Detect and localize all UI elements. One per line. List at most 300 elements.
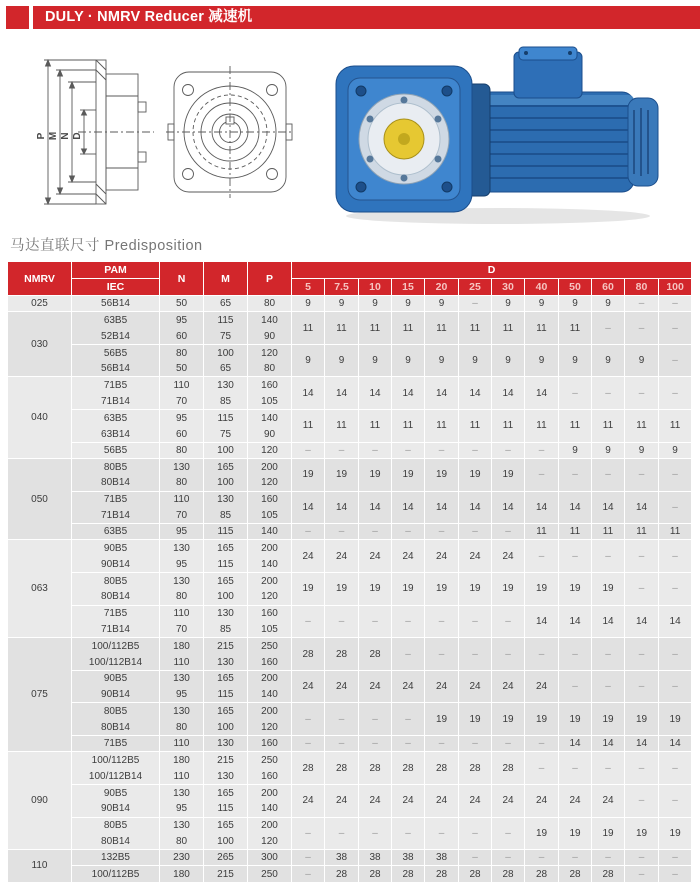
d-value-cell-20: 19 [425,703,459,736]
product-photo [328,40,672,230]
p-value-cell: 105 [248,622,292,638]
d-value-cell-5: 14 [292,377,325,410]
d-value-cell-80: – [625,752,659,785]
d-value-cell-5: – [292,818,325,851]
d-value-cell-5: – [292,850,325,866]
d-value-cell-7.5: – [325,736,359,752]
d-value-cell-30: 19 [492,573,525,606]
n-value-cell: 180 [160,752,204,768]
p-value-cell: 200 [248,785,292,801]
d-value-cell-15: 11 [392,410,425,443]
d-value-cell-80: 14 [625,492,659,525]
d-value-cell-50: 11 [559,410,592,443]
d-value-cell-30: 14 [492,492,525,525]
d-value-cell-25: 24 [459,671,492,704]
m-value-cell: 115 [204,524,248,540]
pam-cell: 71B5 [72,377,160,393]
d-value-cell-40: 19 [525,703,559,736]
d-value-cell-60: 19 [592,703,625,736]
table-row [8,850,692,866]
d-value-cell-10: 19 [359,573,392,606]
n-value-cell: 130 [160,540,204,556]
d-value-cell-5: 11 [292,312,325,345]
d-value-cell-30: 9 [492,345,525,378]
d-value-cell-50: – [559,459,592,492]
table-row [8,703,692,719]
d-value-cell-30: – [492,443,525,459]
d-value-cell-100: 11 [659,410,692,443]
d-value-cell-100: 9 [659,443,692,459]
d-value-cell-20: 19 [425,573,459,606]
m-value-cell: 165 [204,818,248,834]
d-value-cell-80: – [625,785,659,818]
d-value-cell-10: 28 [359,752,392,785]
d-value-cell-60: 11 [592,524,625,540]
d-value-cell-10: 14 [359,377,392,410]
pam-cell: 90B5 [72,540,160,556]
m-value-cell: 85 [204,394,248,410]
n-value-cell: 130 [160,671,204,687]
nmrv-cell: 040 [8,377,72,458]
d-value-cell-100: – [659,850,692,866]
d-value-cell-25: 14 [459,492,492,525]
table-row [8,459,692,475]
d-value-cell-30: 19 [492,459,525,492]
d-value-cell-40: 11 [525,410,559,443]
d-value-cell-7.5: – [325,524,359,540]
d-value-cell-25: 19 [459,703,492,736]
pam-cell: 63B5 [72,410,160,426]
d-value-cell-25: 28 [459,752,492,785]
m-value-cell: 165 [204,459,248,475]
col-header-d-5: 5 [292,279,325,296]
d-value-cell-20: 19 [425,459,459,492]
d-value-cell-80: – [625,866,659,882]
pam-cell: 80B5 [72,573,160,589]
d-value-cell-40: 14 [525,377,559,410]
n-value-cell: 50 [160,361,204,377]
d-value-cell-50: 28 [559,866,592,882]
d-value-cell-25: – [459,638,492,671]
d-value-cell-30: 28 [492,752,525,785]
d-value-cell-40: 19 [525,818,559,851]
d-value-cell-5: – [292,606,325,639]
d-value-cell-100: 11 [659,524,692,540]
pam-cell: 52B14 [72,329,160,345]
d-value-cell-60: – [592,638,625,671]
d-value-cell-20: 28 [425,752,459,785]
d-value-cell-50: 11 [559,524,592,540]
d-value-cell-7.5: 24 [325,671,359,704]
d-value-cell-7.5: – [325,703,359,736]
p-value-cell: 140 [248,801,292,817]
p-value-cell: 250 [248,866,292,882]
col-header-d-80: 80 [625,279,659,296]
pam-cell: 100/112B14 [72,769,160,785]
m-value-cell: 165 [204,703,248,719]
pam-cell: 132B5 [72,850,160,866]
d-value-cell-7.5: 9 [325,345,359,378]
p-value-cell: 160 [248,492,292,508]
pam-cell: 90B14 [72,557,160,573]
col-header-d-20: 20 [425,279,459,296]
d-value-cell-20: 24 [425,785,459,818]
nmrv-cell: 075 [8,638,72,752]
d-value-cell-5: 14 [292,492,325,525]
m-value-cell: 130 [204,492,248,508]
n-value-cell: 180 [160,638,204,654]
d-value-cell-100: – [659,785,692,818]
p-value-cell: 200 [248,703,292,719]
d-value-cell-20: – [425,638,459,671]
n-value-cell: 80 [160,589,204,605]
d-value-cell-7.5: 24 [325,785,359,818]
d-value-cell-80: – [625,850,659,866]
table-row [8,377,692,393]
dim-label-m: M [48,131,59,141]
d-value-cell-50: 11 [559,312,592,345]
d-value-cell-60: – [592,540,625,573]
d-value-cell-5: 9 [292,345,325,378]
d-value-cell-80: 14 [625,736,659,752]
d-value-cell-50: – [559,850,592,866]
d-value-cell-40: 9 [525,296,559,312]
d-value-cell-25: 9 [459,345,492,378]
d-value-cell-20: 28 [425,866,459,882]
d-value-cell-40: 28 [525,866,559,882]
col-header-d-15: 15 [392,279,425,296]
m-value-cell: 115 [204,557,248,573]
d-value-cell-60: 14 [592,736,625,752]
pam-cell: 56B5 [72,345,160,361]
n-value-cell: 110 [160,736,204,752]
p-value-cell: 140 [248,312,292,328]
d-value-cell-100: 14 [659,606,692,639]
d-value-cell-25: 11 [459,312,492,345]
d-value-cell-7.5: 11 [325,410,359,443]
d-value-cell-40: – [525,850,559,866]
p-value-cell: 160 [248,769,292,785]
d-value-cell-60: – [592,671,625,704]
p-value-cell: 160 [248,377,292,393]
m-value-cell: 130 [204,769,248,785]
d-value-cell-10: – [359,703,392,736]
n-value-cell: 80 [160,834,204,850]
d-value-cell-7.5: 24 [325,540,359,573]
pam-cell: 56B14 [72,296,160,312]
d-value-cell-25: – [459,524,492,540]
d-value-cell-80: – [625,671,659,704]
d-value-cell-50: 24 [559,785,592,818]
d-value-cell-30: – [492,638,525,671]
p-value-cell: 120 [248,834,292,850]
d-value-cell-10: 14 [359,492,392,525]
pam-cell: 71B5 [72,492,160,508]
m-value-cell: 65 [204,296,248,312]
d-value-cell-40: – [525,459,559,492]
d-value-cell-100: – [659,312,692,345]
pam-cell: 100/112B5 [72,752,160,768]
table-row [8,818,692,834]
m-value-cell: 100 [204,443,248,459]
table-header [8,262,692,296]
d-value-cell-25: – [459,606,492,639]
n-value-cell: 180 [160,866,204,882]
d-value-cell-80: – [625,459,659,492]
pam-cell: 71B5 [72,736,160,752]
d-value-cell-25: 28 [459,866,492,882]
n-value-cell: 130 [160,785,204,801]
banner-accent-square [6,6,29,29]
d-value-cell-10: 11 [359,312,392,345]
pam-cell: 90B5 [72,785,160,801]
d-value-cell-60: 24 [592,785,625,818]
col-header-d-50: 50 [559,279,592,296]
d-value-cell-60: 14 [592,492,625,525]
d-value-cell-15: – [392,443,425,459]
p-value-cell: 160 [248,606,292,622]
table-row [8,492,692,508]
d-value-cell-20: – [425,606,459,639]
table-container [8,262,692,883]
m-value-cell: 100 [204,589,248,605]
d-value-cell-30: – [492,850,525,866]
n-value-cell: 50 [160,296,204,312]
m-value-cell: 215 [204,638,248,654]
m-value-cell: 100 [204,834,248,850]
d-value-cell-25: – [459,443,492,459]
d-value-cell-50: 14 [559,606,592,639]
section-subtitle: 马达直联尺寸 Predisposition [10,238,203,254]
m-value-cell: 115 [204,312,248,328]
d-value-cell-10: 9 [359,345,392,378]
d-value-cell-5: 28 [292,638,325,671]
d-value-cell-50: 14 [559,492,592,525]
d-value-cell-100: 19 [659,703,692,736]
m-value-cell: 165 [204,573,248,589]
d-value-cell-20: 11 [425,410,459,443]
d-value-cell-25: – [459,818,492,851]
d-value-cell-5: 24 [292,671,325,704]
pam-cell: 90B5 [72,671,160,687]
p-value-cell: 140 [248,410,292,426]
n-value-cell: 80 [160,720,204,736]
d-value-cell-10: 24 [359,671,392,704]
col-header-d-25: 25 [459,279,492,296]
d-value-cell-80: 11 [625,524,659,540]
d-value-cell-40: – [525,638,559,671]
d-value-cell-25: – [459,736,492,752]
n-value-cell: 95 [160,312,204,328]
n-value-cell: 130 [160,573,204,589]
d-value-cell-10: 9 [359,296,392,312]
d-value-cell-20: – [425,736,459,752]
p-value-cell: 140 [248,557,292,573]
m-value-cell: 165 [204,671,248,687]
d-value-cell-100: – [659,573,692,606]
n-value-cell: 130 [160,703,204,719]
d-value-cell-30: 28 [492,866,525,882]
table-row [8,785,692,801]
p-value-cell: 80 [248,361,292,377]
d-value-cell-40: 14 [525,606,559,639]
d-value-cell-15: 38 [392,850,425,866]
d-value-cell-20: 24 [425,540,459,573]
d-value-cell-100: – [659,671,692,704]
d-value-cell-15: – [392,524,425,540]
d-value-cell-7.5: 11 [325,312,359,345]
table-row [8,866,692,882]
d-value-cell-20: – [425,524,459,540]
d-value-cell-60: 11 [592,410,625,443]
d-value-cell-7.5: 19 [325,573,359,606]
d-value-cell-40: – [525,443,559,459]
d-value-cell-10: 24 [359,785,392,818]
d-value-cell-7.5: 38 [325,850,359,866]
d-value-cell-25: – [459,296,492,312]
d-value-cell-100: – [659,377,692,410]
m-value-cell: 130 [204,377,248,393]
d-value-cell-10: – [359,736,392,752]
dim-label-n: N [60,132,71,140]
p-value-cell: 90 [248,426,292,442]
d-value-cell-15: 14 [392,377,425,410]
d-value-cell-7.5: 14 [325,377,359,410]
p-value-cell: 90 [248,329,292,345]
d-value-cell-15: – [392,606,425,639]
table-row [8,345,692,361]
m-value-cell: 85 [204,508,248,524]
n-value-cell: 60 [160,329,204,345]
m-value-cell: 130 [204,655,248,671]
d-value-cell-40: – [525,752,559,785]
nmrv-cell: 050 [8,459,72,540]
p-value-cell: 120 [248,589,292,605]
d-value-cell-30: 9 [492,296,525,312]
p-value-cell: 200 [248,818,292,834]
d-value-cell-10: – [359,606,392,639]
table-body [8,296,692,883]
d-value-cell-25: 19 [459,573,492,606]
p-value-cell: 250 [248,752,292,768]
d-value-cell-100: – [659,296,692,312]
dim-label-d: D [72,132,83,140]
m-value-cell: 65 [204,361,248,377]
d-value-cell-40: 14 [525,492,559,525]
pam-cell: 80B5 [72,459,160,475]
d-value-cell-40: – [525,540,559,573]
d-value-cell-15: – [392,736,425,752]
pam-cell: 90B14 [72,687,160,703]
table-row [8,540,692,556]
n-value-cell: 80 [160,475,204,491]
pam-cell: 80B5 [72,703,160,719]
d-value-cell-20: 14 [425,492,459,525]
d-value-cell-7.5: 14 [325,492,359,525]
table-row [8,312,692,328]
d-value-cell-60: 19 [592,573,625,606]
d-value-cell-25: 11 [459,410,492,443]
p-value-cell: 120 [248,345,292,361]
d-value-cell-80: – [625,638,659,671]
d-value-cell-7.5: 28 [325,752,359,785]
d-value-cell-60: 14 [592,606,625,639]
col-header-d: D [292,262,692,279]
pam-cell: 80B14 [72,720,160,736]
table-row [8,410,692,426]
d-value-cell-30: 11 [492,312,525,345]
d-value-cell-25: – [459,850,492,866]
d-value-cell-5: 28 [292,752,325,785]
col-header-d-30: 30 [492,279,525,296]
n-value-cell: 60 [160,426,204,442]
p-value-cell: 200 [248,459,292,475]
d-value-cell-5: – [292,703,325,736]
d-value-cell-100: – [659,540,692,573]
n-value-cell: 95 [160,524,204,540]
m-value-cell: 100 [204,720,248,736]
d-value-cell-15: 19 [392,573,425,606]
d-value-cell-30: – [492,524,525,540]
d-value-cell-50: – [559,671,592,704]
d-value-cell-60: 28 [592,866,625,882]
d-value-cell-10: – [359,524,392,540]
d-value-cell-80: 19 [625,818,659,851]
d-value-cell-10: 11 [359,410,392,443]
p-value-cell: 160 [248,655,292,671]
d-value-cell-30: 24 [492,785,525,818]
col-header-d-60: 60 [592,279,625,296]
m-value-cell: 100 [204,475,248,491]
d-value-cell-5: – [292,524,325,540]
d-value-cell-5: 9 [292,296,325,312]
d-value-cell-80: – [625,312,659,345]
d-value-cell-15: 24 [392,671,425,704]
n-value-cell: 110 [160,655,204,671]
table-row [8,296,692,312]
d-value-cell-50: – [559,638,592,671]
d-value-cell-100: – [659,345,692,378]
d-value-cell-50: 9 [559,345,592,378]
d-value-cell-7.5: 28 [325,866,359,882]
pam-cell: 71B5 [72,606,160,622]
d-value-cell-15: 28 [392,866,425,882]
p-value-cell: 200 [248,671,292,687]
n-value-cell: 95 [160,557,204,573]
col-header-p: P [248,262,292,296]
d-value-cell-60: 19 [592,818,625,851]
table-row [8,671,692,687]
d-value-cell-15: 28 [392,752,425,785]
d-value-cell-15: – [392,703,425,736]
m-value-cell: 215 [204,752,248,768]
col-header-pam: PAM [72,262,160,279]
pam-cell: 80B14 [72,589,160,605]
n-value-cell: 95 [160,801,204,817]
d-value-cell-20: 11 [425,312,459,345]
dim-label-p: P [36,132,47,140]
table-row [8,736,692,752]
col-header-d-100: 100 [659,279,692,296]
d-value-cell-10: 38 [359,850,392,866]
d-value-cell-50: 9 [559,296,592,312]
d-value-cell-7.5: – [325,818,359,851]
d-value-cell-5: 24 [292,785,325,818]
d-value-cell-15: 9 [392,345,425,378]
d-value-cell-100: – [659,752,692,785]
table-row [8,606,692,622]
col-header-d-7.5: 7.5 [325,279,359,296]
